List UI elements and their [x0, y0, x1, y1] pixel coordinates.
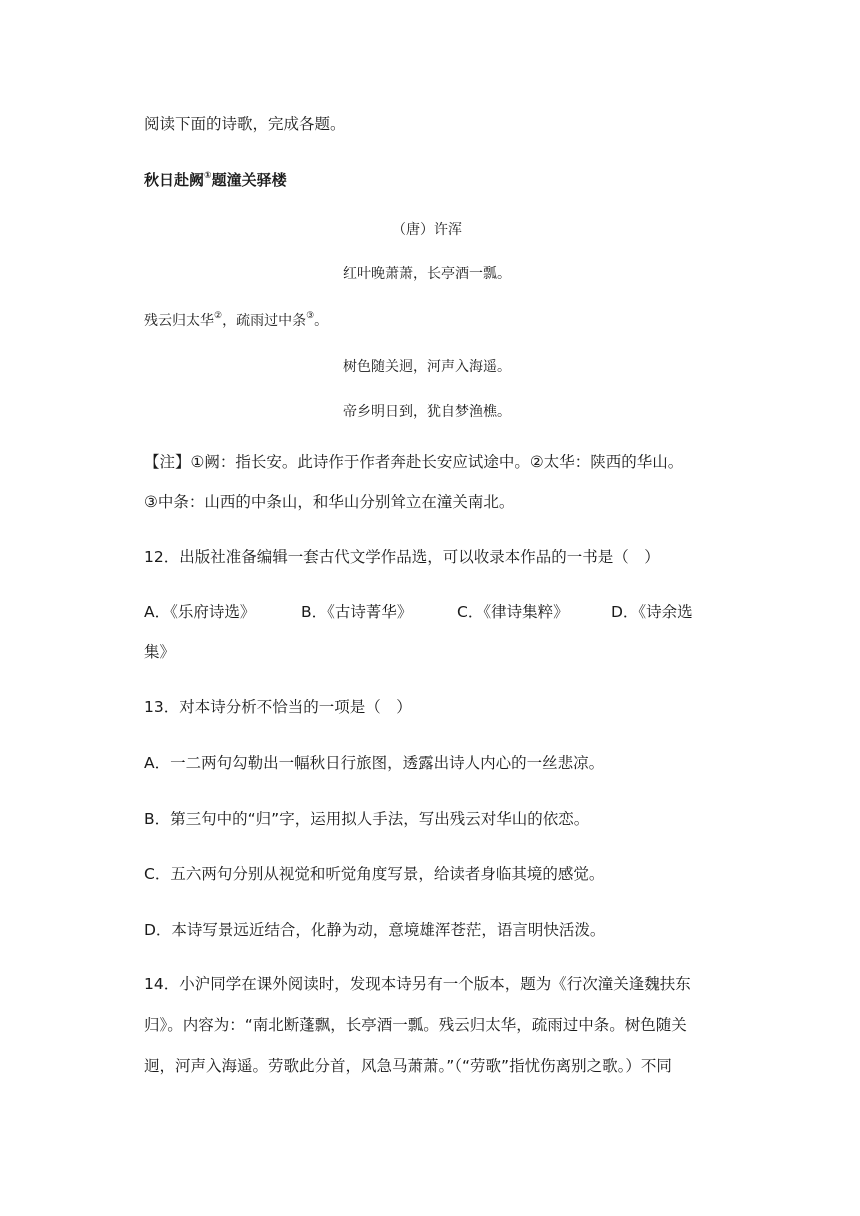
question-14-line-3: 迥，河声入海遥。劳歌此分首，风急马萧萧。”（“劳歌”指忧伤离别之歌。）不同	[144, 1057, 672, 1075]
footnote-mark: ①	[204, 171, 212, 181]
poem-title-part-a: 秋日赴阙	[144, 171, 205, 189]
question-12-option-d[interactable]: D．《诗余选	[611, 603, 693, 621]
notes-line-1: 【注】①阙：指长安。此诗作于作者奔赴长安应试途中。②太华：陕西的华山。	[144, 453, 684, 471]
question-13-option-d[interactable]: D．本诗写景远近结合，化静为动，意境雄浑苍茫，语言明快活泼。	[144, 921, 606, 939]
question-13-option-a[interactable]: A．一二两句勾勒出一幅秋日行旅图，透露出诗人内心的一丝悲凉。	[144, 754, 605, 772]
poem-line-3: 树色随关迥，河声入海遥。	[343, 359, 511, 375]
poem-line-2	[144, 311, 328, 331]
question-12-option-a[interactable]: A．《乐府诗选》	[144, 603, 256, 621]
poem-line-4: 帝乡明日到，犹自梦渔樵。	[343, 404, 511, 420]
question-13-stem: 13．对本诗分析不恰当的一项是（ ）	[144, 698, 412, 716]
question-14-line-2: 归》。内容为：“南北断蓬飘，长亭酒一瓢。残云归太华，疏雨过中条。树色随关	[144, 1016, 687, 1034]
intro-text: 阅读下面的诗歌，完成各题。	[144, 115, 346, 133]
poem-line-1: 红叶晚萧萧，长亭酒一瓢。	[343, 266, 511, 282]
notes-line-2: ③中条：山西的中条山，和华山分别耸立在潼关南北。	[144, 493, 515, 511]
question-14-line-1: 14．小沪同学在课外阅读时，发现本诗另有一个版本，题为《行次潼关逢魏扶东	[144, 975, 691, 993]
poem-line-2-part-c: 。	[314, 313, 329, 329]
question-12-option-b[interactable]: B．《古诗菁华》	[301, 603, 413, 621]
question-12-option-c[interactable]: C．《律诗集粹》	[457, 603, 569, 621]
poem-title	[144, 170, 287, 190]
poem-line-2-part-a: 残云归太华	[144, 313, 214, 329]
question-13-option-c[interactable]: C．五六两句分别从视觉和听觉角度写景，给读者身临其境的感觉。	[144, 865, 605, 883]
question-12-option-d-continued: 集》	[144, 643, 176, 661]
poem-line-2-part-b: ，疏雨过中条	[222, 313, 307, 329]
poem-title-part-b: 题潼关驿楼	[211, 171, 287, 189]
footnote-mark: ②	[214, 311, 223, 322]
footnote-mark: ③	[306, 311, 315, 322]
question-12-stem: 12．出版社准备编辑一套古代文学作品选，可以收录本作品的一书是（ ）	[144, 548, 660, 566]
question-13-option-b[interactable]: B．第三句中的“归”字，运用拟人手法，写出残云对华山的依恋。	[144, 810, 590, 828]
poem-author: （唐）许浑	[392, 222, 462, 238]
